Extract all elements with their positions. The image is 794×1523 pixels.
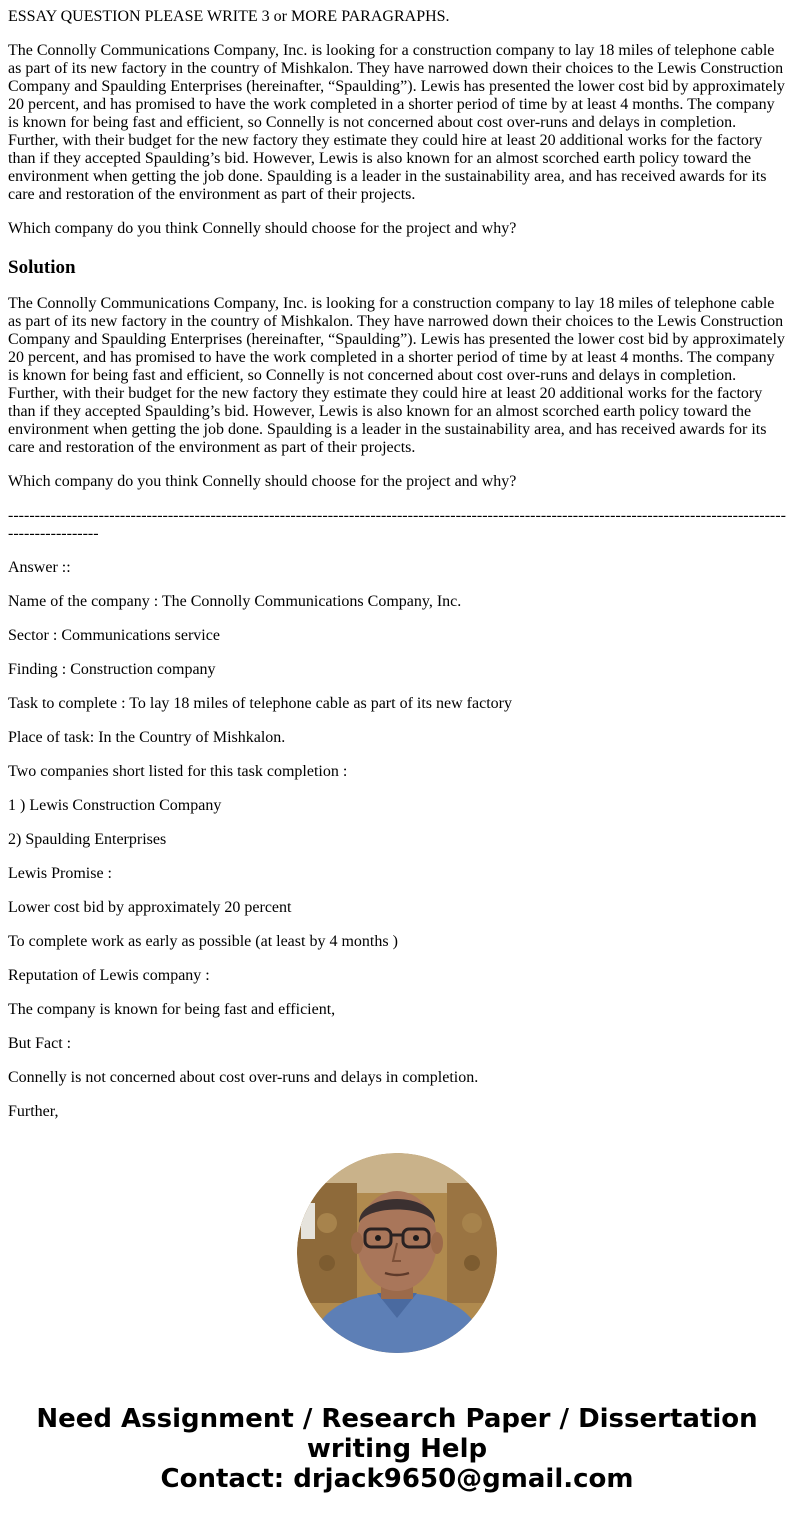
answer-line: Connelly is not concerned about cost over-runs and delays in completion. — [8, 1069, 479, 1086]
banner-line-2: writing Help — [306, 1434, 488, 1464]
answer-line: To complete work as early as possible (at least by 4 months ) — [8, 933, 398, 950]
solution-body: The Connolly Communications Company, Inc. is looking for a construction company to lay 18 miles of telephone cable as part of its new factory in the country of Mishkalon. They have narrowed down their choices to the Lewis Construction Company and Spaulding Enterprises (hereinafter, “Spaulding”). Lewis has presented the lower cost bid by approximately 20 percent, and has promised to have the work completed in a shorter period of time by at least 4 months. The company is known for being fast and efficient, so Connelly is not concerned about cost over-runs and delays in completion. Further, with their budget for the new factory they estimate they could hire at least 20 additional works for the factory than if they accepted Spaulding’s bid. However, Lewis is also known for an almost scorched earth policy toward the environment when getting the job done. Spaulding is a leader in the sustainability area, and has received awards for its care and restoration of the environment as part of their projects. — [8, 295, 785, 456]
contact-banner — [0, 1404, 794, 1494]
answer-line: Task to complete : To lay 18 miles of telephone cable as part of its new factory — [8, 695, 512, 712]
author-avatar — [297, 1153, 497, 1353]
answer-line: Lewis Promise : — [8, 865, 112, 882]
answer-line: The company is known for being fast and efficient, — [8, 1001, 336, 1018]
divider-line: ------------------------------------------------------------------------------------------------------------------------------------------------------------------- — [8, 507, 786, 542]
question-heading: ESSAY QUESTION PLEASE WRITE 3 or MORE PARAGRAPHS. — [8, 8, 450, 25]
answer-line: Lower cost bid by approximately 20 percent — [8, 899, 292, 916]
answer-line: Further, — [8, 1103, 59, 1120]
answer-list — [8, 559, 786, 1121]
answer-line: 2) Spaulding Enterprises — [8, 831, 167, 848]
answer-line: Answer :: — [8, 559, 71, 576]
banner-line-1: Need Assignment / Research Paper / Dissertation — [36, 1404, 758, 1434]
answer-line: Finding : Construction company — [8, 661, 216, 678]
author-portrait-photo — [297, 1153, 497, 1353]
question-body: The Connolly Communications Company, Inc. is looking for a construction company to lay 18 miles of telephone cable as part of its new factory in the country of Mishkalon. They have narrowed down their choices to the Lewis Construction Company and Spaulding Enterprises (hereinafter, “Spaulding”). Lewis has presented the lower cost bid by approximately 20 percent, and has promised to have the work completed in a shorter period of time by at least 4 months. The company is known for being fast and efficient, so Connelly is not concerned about cost over-runs and delays in completion. Further, with their budget for the new factory they estimate they could hire at least 20 additional works for the factory than if they accepted Spaulding’s bid. However, Lewis is also known for an almost scorched earth policy toward the environment when getting the job done. Spaulding is a leader in the sustainability area, and has received awards for its care and restoration of the environment as part of their projects. — [8, 42, 785, 203]
answer-line: Reputation of Lewis company : — [8, 967, 210, 984]
answer-line: Two companies short listed for this task completion : — [8, 763, 348, 780]
answer-line: Sector : Communications service — [8, 627, 220, 644]
answer-line: But Fact : — [8, 1035, 72, 1052]
question-prompt: Which company do you think Connelly should choose for the project and why? — [8, 220, 517, 237]
solution-title: Solution — [8, 257, 76, 278]
answer-line: 1 ) Lewis Construction Company — [8, 797, 222, 814]
banner-contact-line: Contact: drjack9650@gmail.com — [160, 1464, 634, 1494]
solution-prompt: Which company do you think Connelly should choose for the project and why? — [8, 473, 517, 490]
answer-line: Place of task: In the Country of Mishkalon. — [8, 729, 286, 746]
answer-line: Name of the company : The Connolly Communications Company, Inc. — [8, 593, 462, 610]
